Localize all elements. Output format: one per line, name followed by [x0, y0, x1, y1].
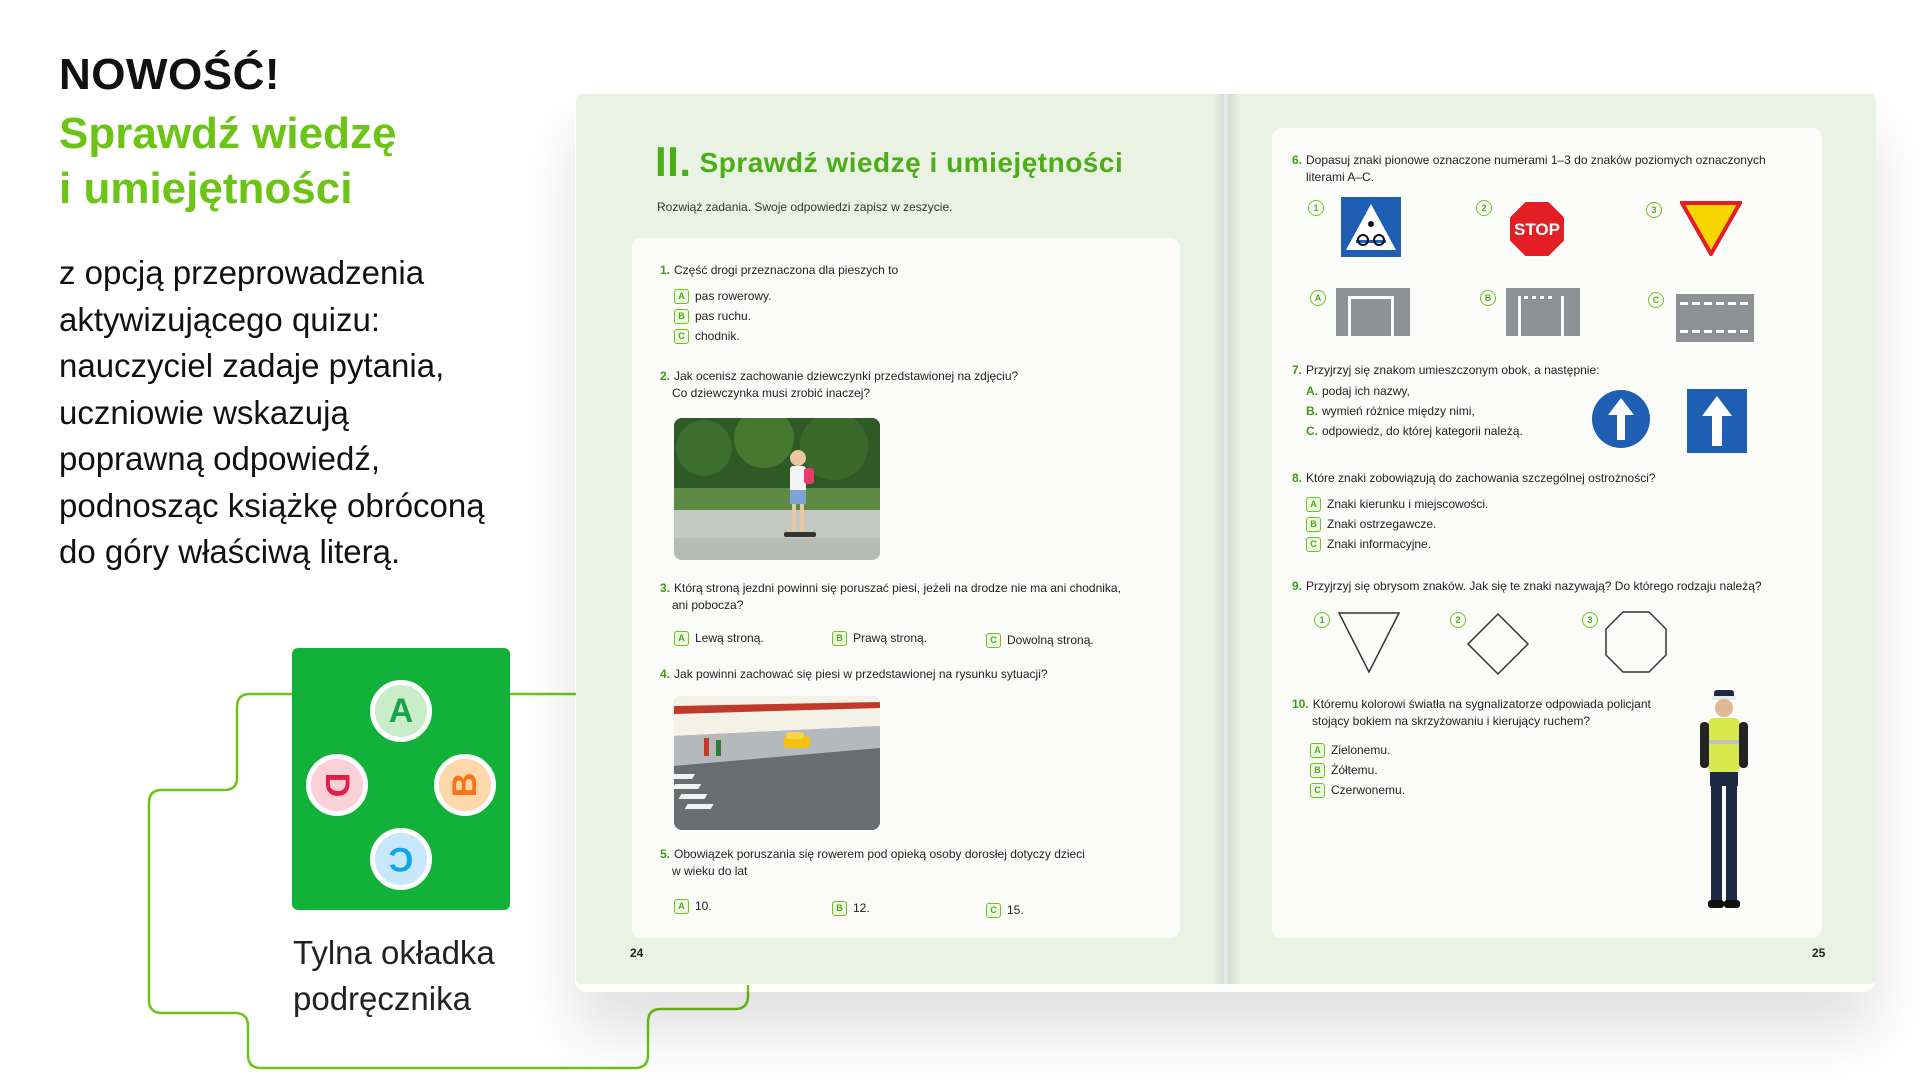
- caption-line: podręcznika: [293, 980, 471, 1017]
- description-line: uczniowie wskazują: [59, 393, 349, 431]
- answer-option: [986, 900, 1024, 920]
- back-cover-caption: [293, 930, 553, 1022]
- question-text: literami A–C.: [1306, 170, 1375, 184]
- option-letter: C: [1310, 783, 1325, 798]
- option-text: Znaki informacyjne.: [1327, 537, 1432, 551]
- answer-option: [1306, 534, 1488, 554]
- back-cover-card: [292, 648, 510, 910]
- description-line: nauczyciel zadaje pytania,: [59, 347, 445, 384]
- number-badge: 3: [1582, 612, 1598, 628]
- description-line: do góry właściwą literą.: [59, 533, 401, 570]
- letter-badge: B: [1480, 290, 1496, 306]
- description: [59, 250, 579, 576]
- triangle-outline-icon: [1336, 610, 1402, 674]
- headline-title-line2: i umiejętności: [59, 164, 353, 213]
- option-text: 12.: [853, 901, 870, 915]
- question-1-options: [674, 286, 771, 346]
- option-letter: B: [1306, 517, 1321, 532]
- number-badge: 1: [1314, 612, 1330, 628]
- option-text: Czerwonemu.: [1331, 783, 1406, 797]
- letter-badge: C: [1648, 292, 1664, 308]
- description-line: poprawną odpowiedź,: [59, 440, 381, 477]
- description-line: aktywizującego quizu:: [59, 300, 381, 338]
- question-text: Część drogi przeznaczona dla pieszych to: [674, 263, 899, 277]
- letter-badge: A: [1310, 290, 1326, 306]
- question-7-subpoints: [1306, 384, 1523, 444]
- question-7: [1292, 362, 1599, 379]
- headline-new: NOWOŚĆ!: [59, 50, 281, 99]
- road-marking-a-icon: [1336, 288, 1410, 336]
- subpoint-letter: B.: [1306, 404, 1318, 418]
- answer-option: [1310, 740, 1405, 760]
- option-text: Dowolną stroną.: [1007, 633, 1094, 647]
- option-letter: B: [832, 631, 847, 646]
- page-number-right: 25: [1812, 946, 1826, 960]
- question-8-options: [1306, 494, 1488, 554]
- mandatory-straight-sign-icon: [1590, 388, 1652, 450]
- question-text: ani pobocza?: [672, 598, 744, 612]
- question-text: Jak powinni zachować się piesi w przedstawionej na rysunku sytuacji?: [674, 667, 1048, 681]
- subpoint-letter: A.: [1306, 384, 1318, 398]
- answer-option: [1306, 514, 1488, 534]
- question-text: Przyjrzyj się znakom umieszczonym obok, a następnie:: [1306, 363, 1600, 377]
- girl-photo-illustration: [674, 418, 880, 560]
- option-letter: A: [674, 631, 689, 646]
- section-title-text: Sprawdź wiedzę i umiejętności: [699, 147, 1124, 178]
- diamond-outline-icon: [1466, 612, 1530, 676]
- question-8: [1292, 470, 1656, 487]
- question-text: Któremu kolorowi światła na sygnalizatorze odpowiada policjant: [1312, 697, 1651, 711]
- question-number: 10.: [1292, 697, 1309, 711]
- option-text: Żółtemu.: [1331, 763, 1378, 777]
- question-3: [660, 580, 1121, 614]
- answer-option: [1310, 760, 1405, 780]
- answer-option: [674, 896, 712, 916]
- answer-option: [986, 630, 1094, 650]
- question-number: 6.: [1292, 153, 1303, 167]
- option-text: pas rowerowy.: [695, 289, 772, 303]
- section-title: [655, 138, 1123, 186]
- road-marking-c-icon: [1676, 294, 1754, 342]
- option-letter: B: [1310, 763, 1325, 778]
- caption-line: Tylna okładka: [293, 934, 495, 971]
- headline-title: [59, 106, 519, 216]
- question-text: Jak ocenisz zachowanie dziewczynki przedstawionej na zdjęciu?: [674, 369, 1019, 383]
- answer-option: [832, 628, 927, 648]
- octagon-outline-icon: [1604, 610, 1668, 674]
- question-9: [1292, 578, 1762, 595]
- section-instruction: Rozwiąż zadania. Swoje odpowiedzi zapisz w zeszycie.: [657, 200, 953, 214]
- road-marking-b-icon: [1506, 288, 1580, 336]
- one-way-sign-icon: [1686, 388, 1748, 454]
- option-letter: A: [1310, 743, 1325, 758]
- question-4: [660, 666, 1048, 683]
- answer-option: [674, 306, 771, 326]
- subpoint: [1306, 404, 1523, 424]
- girl-crossing-photo: [674, 418, 880, 560]
- option-text: Znaki ostrzegawcze.: [1327, 517, 1437, 531]
- option-text: Zielonemu.: [1331, 743, 1391, 757]
- page-number-left: 24: [630, 946, 644, 960]
- question-text: stojący bokiem na skrzyżowaniu i kierujący ruchem?: [1312, 714, 1591, 728]
- option-letter: C: [674, 329, 689, 344]
- option-letter: A: [1306, 497, 1321, 512]
- street-crossing-illustration: [674, 696, 880, 830]
- question-text: Obowiązek poruszania się rowerem pod opieką osoby dorosłej dotyczy dzieci: [674, 847, 1085, 861]
- option-letter: C: [986, 903, 1001, 918]
- subpoint-text: wymień różnice między nimi,: [1322, 404, 1475, 418]
- description-line: podnosząc książkę obróconą: [59, 486, 485, 524]
- option-letter: C: [986, 633, 1001, 648]
- question-number: 4.: [660, 667, 671, 681]
- question-number: 9.: [1292, 579, 1303, 593]
- option-text: pas ruchu.: [695, 309, 752, 323]
- number-badge: 1: [1308, 200, 1324, 216]
- question-text: Dopasuj znaki pionowe oznaczone numerami 1–3 do znaków poziomych oznaczonych: [1306, 153, 1766, 167]
- question-text: Którą stroną jezdni powinni się poruszać piesi, jeżeli na drodze nie ma ani chodnika,: [674, 581, 1121, 595]
- pedestrian-crossing-sign-icon: [1340, 196, 1402, 258]
- subpoint-letter: C.: [1306, 424, 1318, 438]
- answer-option: [1306, 494, 1488, 514]
- answer-option: [674, 286, 771, 306]
- stop-sign-icon: [1508, 200, 1566, 258]
- question-text: w wieku do lat: [672, 864, 748, 878]
- answer-option: [832, 898, 870, 918]
- letter-d-bubble: D: [306, 754, 368, 816]
- question-6: [1292, 152, 1766, 186]
- number-badge: 2: [1450, 612, 1466, 628]
- section-roman-numeral: II.: [655, 138, 692, 185]
- subpoint: [1306, 384, 1523, 404]
- police-officer-illustration: [1696, 688, 1752, 918]
- question-10: [1292, 696, 1651, 730]
- letter-b-bubble: B: [434, 754, 496, 816]
- option-letter: B: [674, 309, 689, 324]
- number-badge: 3: [1646, 202, 1662, 218]
- question-number: 2.: [660, 369, 671, 383]
- number-badge: 2: [1476, 200, 1492, 216]
- option-text: Prawą stroną.: [853, 631, 928, 645]
- question-1: [660, 262, 898, 279]
- book-gutter: [1212, 94, 1242, 984]
- letter-a-bubble: A: [370, 680, 432, 742]
- question-2: [660, 368, 1018, 402]
- description-line: z opcją przeprowadzenia: [59, 254, 425, 291]
- subpoint: [1306, 424, 1523, 444]
- answer-option: [674, 628, 764, 648]
- option-text: 15.: [1007, 903, 1024, 917]
- answer-option: [1310, 780, 1405, 800]
- option-text: Znaki kierunku i miejscowości.: [1327, 497, 1489, 511]
- option-letter: B: [832, 901, 847, 916]
- option-text: 10.: [695, 899, 712, 913]
- subpoint-text: odpowiedz, do której kategorii należą.: [1322, 424, 1523, 438]
- stop-sign-text: STOP: [1514, 220, 1560, 239]
- question-text: Co dziewczynka musi zrobić inaczej?: [672, 386, 871, 400]
- question-number: 1.: [660, 263, 671, 277]
- option-letter: C: [1306, 537, 1321, 552]
- option-text: chodnik.: [695, 329, 740, 343]
- question-10-options: [1310, 740, 1405, 800]
- question-number: 7.: [1292, 363, 1303, 377]
- headline-title-line1: Sprawdź wiedzę: [59, 109, 397, 158]
- option-text: Lewą stroną.: [695, 631, 764, 645]
- question-number: 3.: [660, 581, 671, 595]
- answer-option: [674, 326, 771, 346]
- question-text: Które znaki zobowiązują do zachowania szczególnej ostrożności?: [1306, 471, 1656, 485]
- question-number: 8.: [1292, 471, 1303, 485]
- option-letter: A: [674, 899, 689, 914]
- question-number: 5.: [660, 847, 671, 861]
- subpoint-text: podaj ich nazwy,: [1322, 384, 1410, 398]
- option-letter: A: [674, 289, 689, 304]
- yield-sign-icon: [1680, 200, 1742, 256]
- letter-c-bubble: C: [370, 828, 432, 890]
- question-5: [660, 846, 1085, 880]
- question-text: Przyjrzyj się obrysom znaków. Jak się te znaki nazywają? Do którego rodzaju należą?: [1306, 579, 1762, 593]
- street-illustration: [674, 696, 880, 830]
